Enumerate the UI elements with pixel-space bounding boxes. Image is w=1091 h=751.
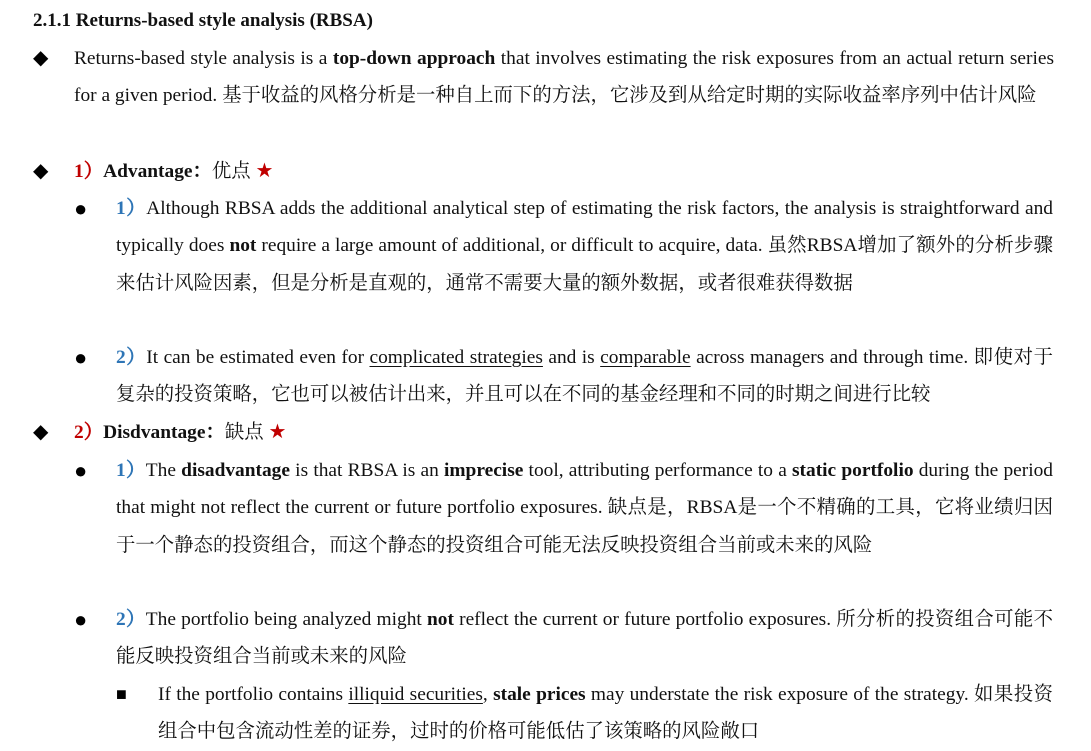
disadvantage-item-1-text-1: The [145,460,182,481]
disadvantage-item-1 [116,452,1053,564]
advantage-item-1 [116,190,1053,302]
section-heading: 2.1.1 Returns-based style analysis (RBSA) [33,10,373,31]
disadvantage-item-1-text-2: is that RBSA is an [289,460,445,481]
dot-bullet-icon: ● [74,196,88,221]
star-icon: ★ [268,421,287,443]
disadvantage-label: Disdvantage： [103,422,225,443]
advantage-cn-label: 优点 [211,161,251,182]
disadvantage-cn-label: 缺点 [224,422,264,443]
advantage-label: Advantage： [103,161,212,182]
advantage-item-2 [116,339,1053,414]
disadvantage-item-1-emphasis-disadvantage: disadvantage [181,460,290,481]
advantage-item-1-text-2: require a large amount of additional, or difficult to acquire, data. 虽然RBSA增加了额外的分析步骤来估计风险因素，但是分析是直观的，通常不需要大量的额外数据，或者很难获得数据 [116,235,1053,294]
diamond-bullet-icon: ◆ [33,160,49,182]
sub-item-text-1: If the portfolio contains [158,684,349,705]
diamond-bullet-icon: ◆ [33,421,49,443]
advantage-heading [74,153,1054,190]
disadvantage-number: 2） [74,422,104,443]
item-number: 1） [116,198,147,219]
disadvantage-item-2-emphasis-not: not [426,609,454,630]
advantage-item-2-text-3: across managers and through time. 即使对于复杂的投资策略，它也可以被估计出来，并且可以在不同的基金经理和不同的时期之间进行比较 [116,347,1053,406]
sub-item-emphasis-stale: stale prices [493,684,586,705]
item-number: 2） [116,609,146,630]
sub-item-text-3: may understate the risk exposure of the strategy. 如果投资组合中包含流动性差的证券，过时的价格可能低估了该策略的风险敞口 [158,684,1053,743]
item-number: 2） [116,347,147,368]
advantage-number: 1） [74,161,104,182]
intro-paragraph [74,40,1054,115]
intro-text-1: Returns-based style analysis is a [74,48,333,69]
disadvantage-item-2 [116,601,1053,676]
advantage-item-1-text-1: Although RBSA adds the additional analytical step of estimating the risk factors, the analysis is straightforward and typically does [116,198,1053,257]
star-icon: ★ [255,160,274,182]
diamond-bullet-icon: ◆ [33,47,49,69]
disadvantage-item-1-emphasis-static: static portfolio [792,460,914,481]
disadvantage-item-2-text-2: reflect the current or future portfolio exposures. 所分析的投资组合可能不能反映投资组合当前或未来的风险 [116,609,1053,668]
advantage-item-2-text-2: and is [542,347,601,368]
sub-item-underline-illiquid: illiquid securities [348,684,483,705]
square-bullet-icon: ■ [116,684,127,704]
disadvantage-item-1-text-3: tool, attributing performance to a [523,460,793,481]
advantage-item-2-underline-complicated: complicated strategies [369,347,543,368]
advantage-item-2-underline-comparable: comparable [600,347,691,368]
disadvantage-item-2-text-1: The portfolio being analyzed might [145,609,427,630]
dot-bullet-icon: ● [74,607,88,632]
intro-emphasis-top-down: top-down approach [332,48,496,69]
item-number: 1） [116,460,146,481]
disadvantage-sub-item [158,676,1053,751]
disadvantage-item-1-emphasis-imprecise: imprecise [444,460,524,481]
advantage-item-2-text-1: It can be estimated even for [146,347,370,368]
advantage-item-1-emphasis-not: not [229,235,257,257]
dot-bullet-icon: ● [74,458,88,483]
disadvantage-heading [74,414,1054,451]
disadvantage-item-1-text-4: during the period that might not reflect the current or future portfolio exposures. 缺点是，RBSA是一个不精确的工具，它将业绩归因于一个静态的投资组合，而这个静态的投资组合可能无法反映投资组合当前或未来的风险 [116,460,1053,556]
intro-text-2: that involves estimating the risk exposures from an actual return series for a given period. 基于收益的风格分析是一种自上而下的方法，它涉及到从给定时期的实际收益率序列中估计风险 [74,48,1054,107]
dot-bullet-icon: ● [74,345,88,370]
sub-item-text-2: , [482,684,494,705]
